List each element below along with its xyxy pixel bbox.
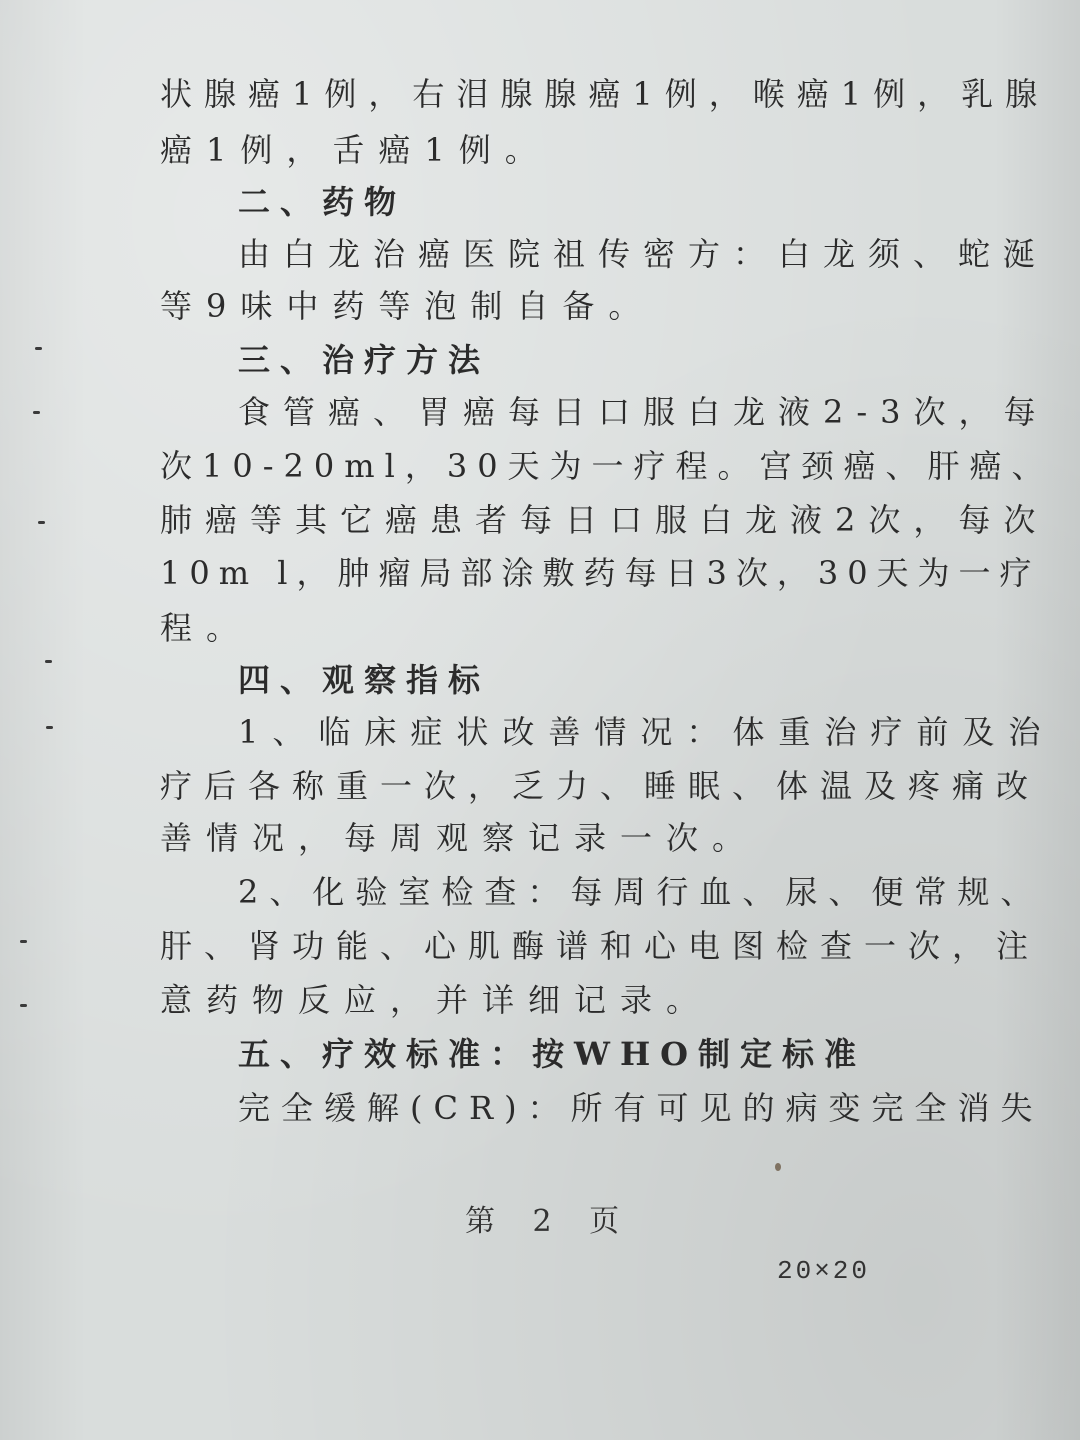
grid-spec-label: 20×20	[777, 1256, 871, 1286]
body-line-5: 食管癌、胃癌每日口服白龙液2-3次，每	[238, 393, 1049, 431]
body-line-6: 次10-20ml，30天为一疗程。宫颈癌、肝癌、	[160, 447, 1054, 485]
section-heading-drugs: 二、药物	[238, 183, 407, 221]
page-number: 第 2 页	[465, 1204, 634, 1239]
body-line-11: 疗后各称重一次，乏力、睡眠、体温及疼痛改	[160, 767, 1041, 805]
body-line-16: 完全缓解(CR)：所有可见的病变完全消失	[238, 1089, 1044, 1127]
body-line-1: 状腺癌1例，右泪腺腺癌1例，喉癌1例，乳腺	[160, 75, 1050, 113]
section-heading-treatment: 三、治疗方法	[238, 341, 491, 379]
body-line-3: 由白龙治癌医院祖传密方：白龙须、蛇涎	[238, 235, 1049, 273]
margin-mark	[35, 347, 42, 350]
body-line-7: 肺癌等其它癌患者每日口服白龙液2次，每次	[160, 501, 1049, 539]
margin-mark	[38, 521, 45, 524]
margin-mark	[20, 940, 27, 943]
body-line-10: 1、临床症状改善情况：体重治疗前及治	[238, 713, 1055, 751]
body-line-4: 等9味中药等泡制自备。	[160, 287, 655, 325]
section-heading-indicators: 四、观察指标	[238, 661, 491, 699]
body-line-14: 肝、肾功能、心肌酶谱和心电图检查一次，注	[160, 927, 1041, 965]
margin-mark	[20, 1004, 27, 1007]
paper-stain	[775, 1163, 781, 1171]
margin-mark	[46, 726, 53, 729]
section-heading-criteria: 五、疗效标准：按WHO制定标准	[238, 1035, 867, 1073]
body-line-8: 10m l，肿瘤局部涂敷药每日3次，30天为一疗	[160, 554, 1041, 592]
body-line-13: 2、化验室检查：每周行血、尿、便常规、	[238, 873, 1044, 911]
margin-mark	[33, 411, 40, 414]
body-line-15: 意药物反应，并详细记录。	[160, 981, 713, 1019]
margin-mark	[45, 660, 52, 663]
body-line-12: 善情况，每周观察记录一次。	[160, 819, 759, 857]
body-line-9: 程。	[160, 609, 253, 647]
body-line-2: 癌1例，舌癌1例。	[160, 131, 551, 169]
